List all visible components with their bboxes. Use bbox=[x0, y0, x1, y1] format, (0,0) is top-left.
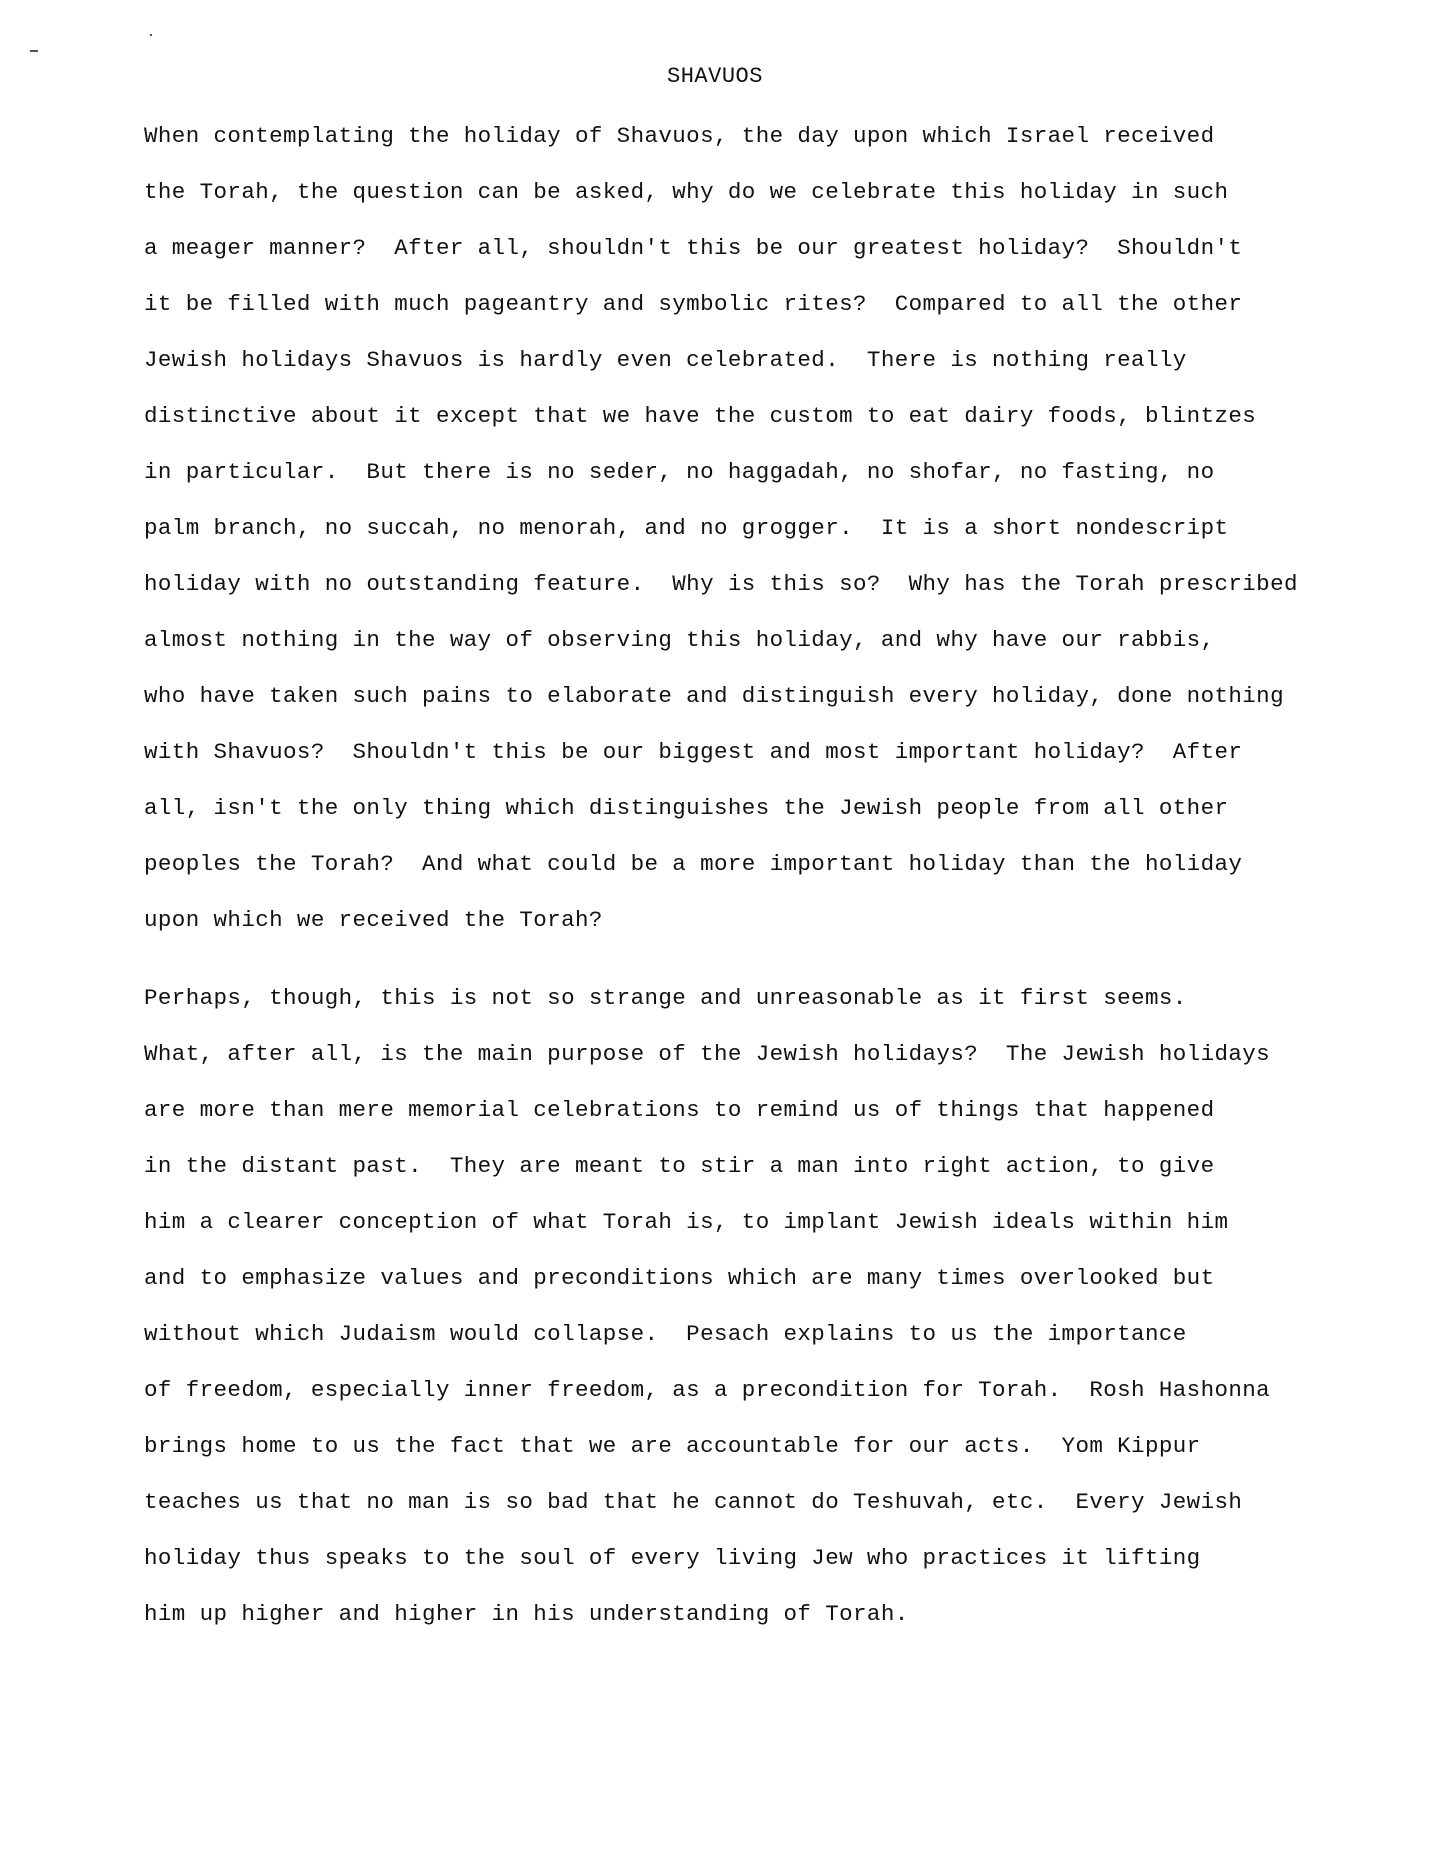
paragraph-1 bbox=[144, 108, 1344, 948]
text-line: What, after all, is the main purpose of the Jewish holidays? The Jewish holidays bbox=[144, 1041, 1271, 1067]
text-line: of freedom, especially inner freedom, as a precondition for Torah. Rosh Hashonna bbox=[144, 1377, 1271, 1403]
text-line: with Shavuos? Shouldn't this be our biggest and most important holiday? After bbox=[144, 739, 1243, 765]
scan-speck bbox=[150, 34, 152, 36]
text-line: When contemplating the holiday of Shavuos, the day upon which Israel received bbox=[144, 123, 1215, 149]
document-title: SHAVUOS bbox=[667, 64, 763, 89]
text-line: holiday thus speaks to the soul of every living Jew who practices it lifting bbox=[144, 1545, 1201, 1571]
text-line: peoples the Torah? And what could be a more important holiday than the holiday bbox=[144, 851, 1243, 877]
text-line: him up higher and higher in his understanding of Torah. bbox=[144, 1601, 909, 1627]
text-line: in particular. But there is no seder, no haggadah, no shofar, no fasting, no bbox=[144, 459, 1215, 485]
text-line: holiday with no outstanding feature. Why is this so? Why has the Torah prescribed bbox=[144, 571, 1298, 597]
text-line: the Torah, the question can be asked, why do we celebrate this holiday in such bbox=[144, 179, 1229, 205]
text-line: and to emphasize values and preconditions which are many times overlooked but bbox=[144, 1265, 1215, 1291]
text-line: teaches us that no man is so bad that he cannot do Teshuvah, etc. Every Jewish bbox=[144, 1489, 1243, 1515]
text-line: in the distant past. They are meant to stir a man into right action, to give bbox=[144, 1153, 1215, 1179]
text-line: are more than mere memorial celebrations to remind us of things that happened bbox=[144, 1097, 1215, 1123]
paragraph-2 bbox=[144, 970, 1344, 1642]
text-line: it be filled with much pageantry and symbolic rites? Compared to all the other bbox=[144, 291, 1243, 317]
text-line: a meager manner? After all, shouldn't this be our greatest holiday? Shouldn't bbox=[144, 235, 1243, 261]
text-line: who have taken such pains to elaborate and distinguish every holiday, done nothing bbox=[144, 683, 1284, 709]
text-line: all, isn't the only thing which distinguishes the Jewish people from all other bbox=[144, 795, 1229, 821]
text-line: brings home to us the fact that we are accountable for our acts. Yom Kippur bbox=[144, 1433, 1201, 1459]
text-line: distinctive about it except that we have the custom to eat dairy foods, blintzes bbox=[144, 403, 1257, 429]
text-line: palm branch, no succah, no menorah, and no grogger. It is a short nondescript bbox=[144, 515, 1229, 541]
text-line: upon which we received the Torah? bbox=[144, 907, 603, 933]
text-line: him a clearer conception of what Torah is, to implant Jewish ideals within him bbox=[144, 1209, 1229, 1235]
text-line: Jewish holidays Shavuos is hardly even celebrated. There is nothing really bbox=[144, 347, 1187, 373]
text-line: almost nothing in the way of observing this holiday, and why have our rabbis, bbox=[144, 627, 1215, 653]
text-line: without which Judaism would collapse. Pesach explains to us the importance bbox=[144, 1321, 1187, 1347]
scan-speck bbox=[30, 50, 38, 52]
text-line: Perhaps, though, this is not so strange and unreasonable as it first seems. bbox=[144, 985, 1187, 1011]
